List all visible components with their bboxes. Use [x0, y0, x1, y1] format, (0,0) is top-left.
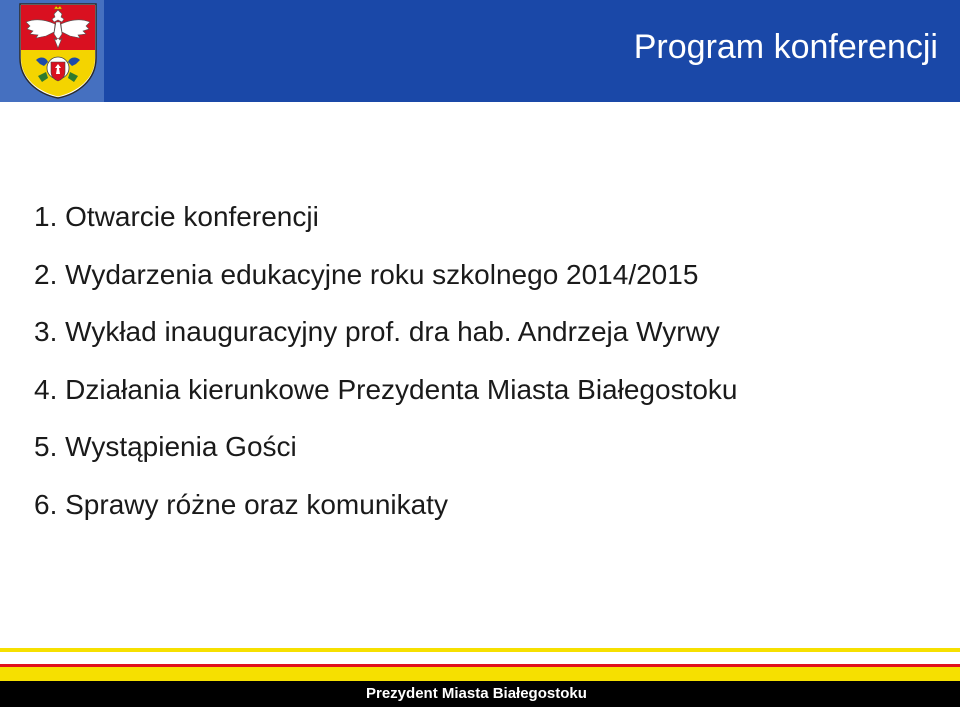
- agenda-list: [34, 188, 738, 534]
- agenda-item: 5. Wystąpienia Gości: [34, 431, 297, 463]
- agenda-item: 1. Otwarcie konferencji: [34, 201, 319, 232]
- stripe-white: [0, 652, 960, 664]
- agenda-item: 6. Sprawy różne oraz komunikaty: [34, 488, 448, 520]
- agenda-item: 4. Działania kierunkowe Prezydenta Miasta Białegostoku: [34, 373, 738, 405]
- title-bar: [104, 0, 960, 102]
- footer-text: Prezydent Miasta Białegostoku: [366, 685, 587, 702]
- header: [0, 0, 960, 102]
- footer-stripes: [0, 648, 960, 681]
- coat-of-arms-icon: [18, 2, 98, 100]
- footer-bar: [0, 681, 960, 707]
- page-title: Program konferencji: [633, 28, 938, 66]
- agenda-item: 2. Wydarzenia edukacyjne roku szkolnego 2014/2015: [34, 258, 699, 290]
- agenda-item: 3. Wykład inauguracyjny prof. dra hab. Andrzeja Wyrwy: [34, 316, 720, 348]
- stripe-yellow-wide: [0, 667, 960, 681]
